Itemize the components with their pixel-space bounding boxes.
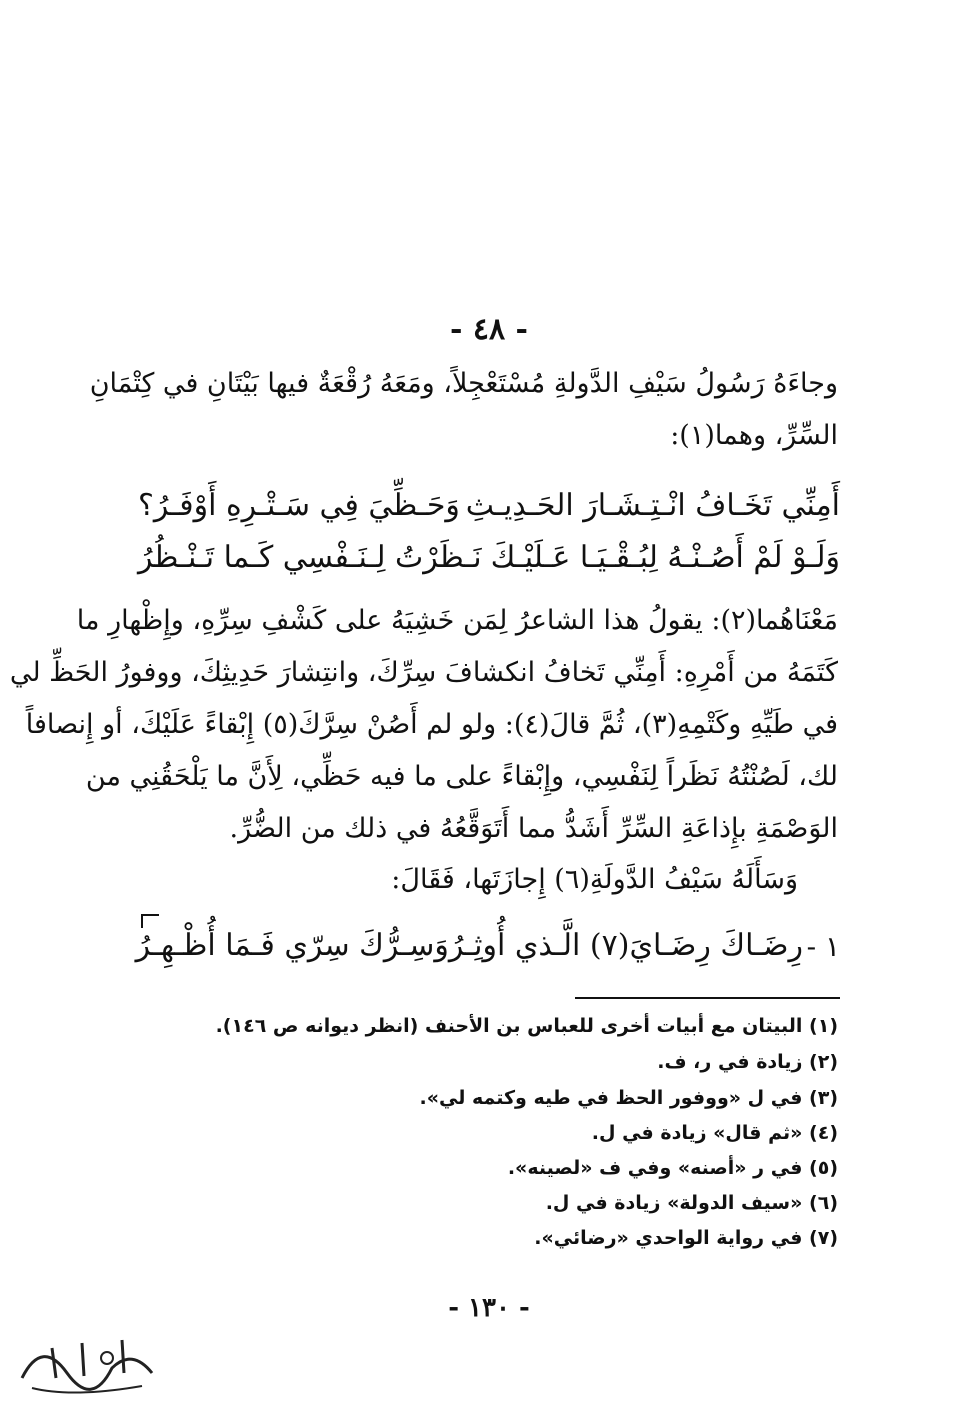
page-number: - ١٣٠ -: [448, 1293, 530, 1323]
footnote-1: (١) البيتان مع أبيات أخرى للعباس بن الأحنف (انظر ديوانه ص ١٤٦).: [215, 1015, 838, 1037]
footnote-6: (٦) «سيف الدولة» زيادة في ل.: [545, 1192, 838, 1214]
intro-line-2: السِّرِّ، وهما(١):: [670, 420, 838, 451]
meaning-line-4: لك، لَصُنْتُهُ نَظَراً لِنَفْسِي، وإِبْقاءً على ما فيه حَظِّي، لِأَنَّ ما يَلْحَقُنِي من: [85, 761, 838, 792]
verse-a1-second-hemistich: وَحَـظِّيَ فِي سَـتْـرِهِ أَوْفَـرُ؟: [138, 488, 460, 523]
verse-b1-number: ١ -: [806, 930, 840, 963]
footnote-5: (٥) في ر «أصنه» وفي ف «لصينه».: [507, 1157, 838, 1179]
meaning-line-2: كَتَمَهُ من أَمْرِهِ: أَمِنِّي تَخافُ انكشافَ سِرِّكَ، وانتِشارَ حَدِيثِكَ، ووفورُ الحَظِّ لي: [9, 657, 838, 688]
intro-line-1: وجاءَهُ رَسُولُ سَيْفِ الدَّولةِ مُسْتَعْجِلاً، ومَعَهُ رُقْعَةٌ فيها بَيْتَانِ في كِتْمَانِ: [89, 368, 838, 399]
section-number: - ٤٨ -: [449, 312, 529, 347]
verse-a1: [138, 488, 840, 523]
footnote-4: (٤) «ثم قال» زيادة في ل.: [591, 1122, 838, 1144]
meaning-line-1: مَعْنَاهُما(٢): يقولُ هذا الشاعرُ لِمَن خَشِيَهُ على كَشْفِ سِرِّهِ، وإِظْهارِ ما: [76, 605, 838, 636]
meaning-line-5: الوَصْمَةِ بإِذاعَةِ السِّرِّ أَشَدُّ مما أَتَوَقَّعُهُ في ذلك من الضُّرِّ.: [229, 813, 838, 844]
verse-a2-first-hemistich: وَلَـوْ لَمْ أَصُـنْـهُ لِبُـقْـيَـا عَـلَيْـكَ: [490, 540, 840, 575]
verse-a2: [138, 540, 840, 575]
verse-a1-first-hemistich: أَمِنِّي تَخَـافُ انْـتِـشَـارَ الحَـدِيـثِ: [465, 488, 840, 523]
calligraphy-stamp-watermark: [12, 1318, 162, 1408]
footnote-3: (٣) في ل «ووفور الحظ في طيه وكتمه لي».: [419, 1087, 838, 1109]
footnote-7: (٧) في رواية الواحدي «رضائي».: [534, 1227, 838, 1249]
verse-b1-first-hemistich: رِضَـاكَ رِضَـايَ(٧) الَّـذي أُوثِـرُ: [448, 928, 803, 963]
verse-b1: [135, 928, 803, 963]
verse-b1-second-hemistich: وَسِـرُّكَ سِرّي فَـمَا أُظْـهِـرُ: [135, 928, 449, 963]
calligraphy-stamp-icon: [12, 1318, 162, 1408]
request-line: وَسَأَلَهُ سَيْفُ الدَّولَةِ(٦) إِجازَتَها، فَقَالَ:: [391, 864, 798, 895]
corner-bracket-mark: [141, 914, 159, 928]
verse-a2-second-hemistich: نَـظَرْتُ لِـنَـفْسِي كَـما تَـنْـظُرُ: [138, 540, 482, 575]
meaning-line-3: في طَيِّهِ وكَتْمِهِ(٣)، ثُمَّ قالَ(٤): ولو لم أَصُنْ سِرَّكَ(٥) إِبْقاءً عَلَيْكَ، أو إِنصافاً: [25, 709, 838, 740]
footnote-divider: [575, 997, 840, 999]
footnote-2: (٢) زيادة في ر، ف.: [657, 1051, 838, 1073]
